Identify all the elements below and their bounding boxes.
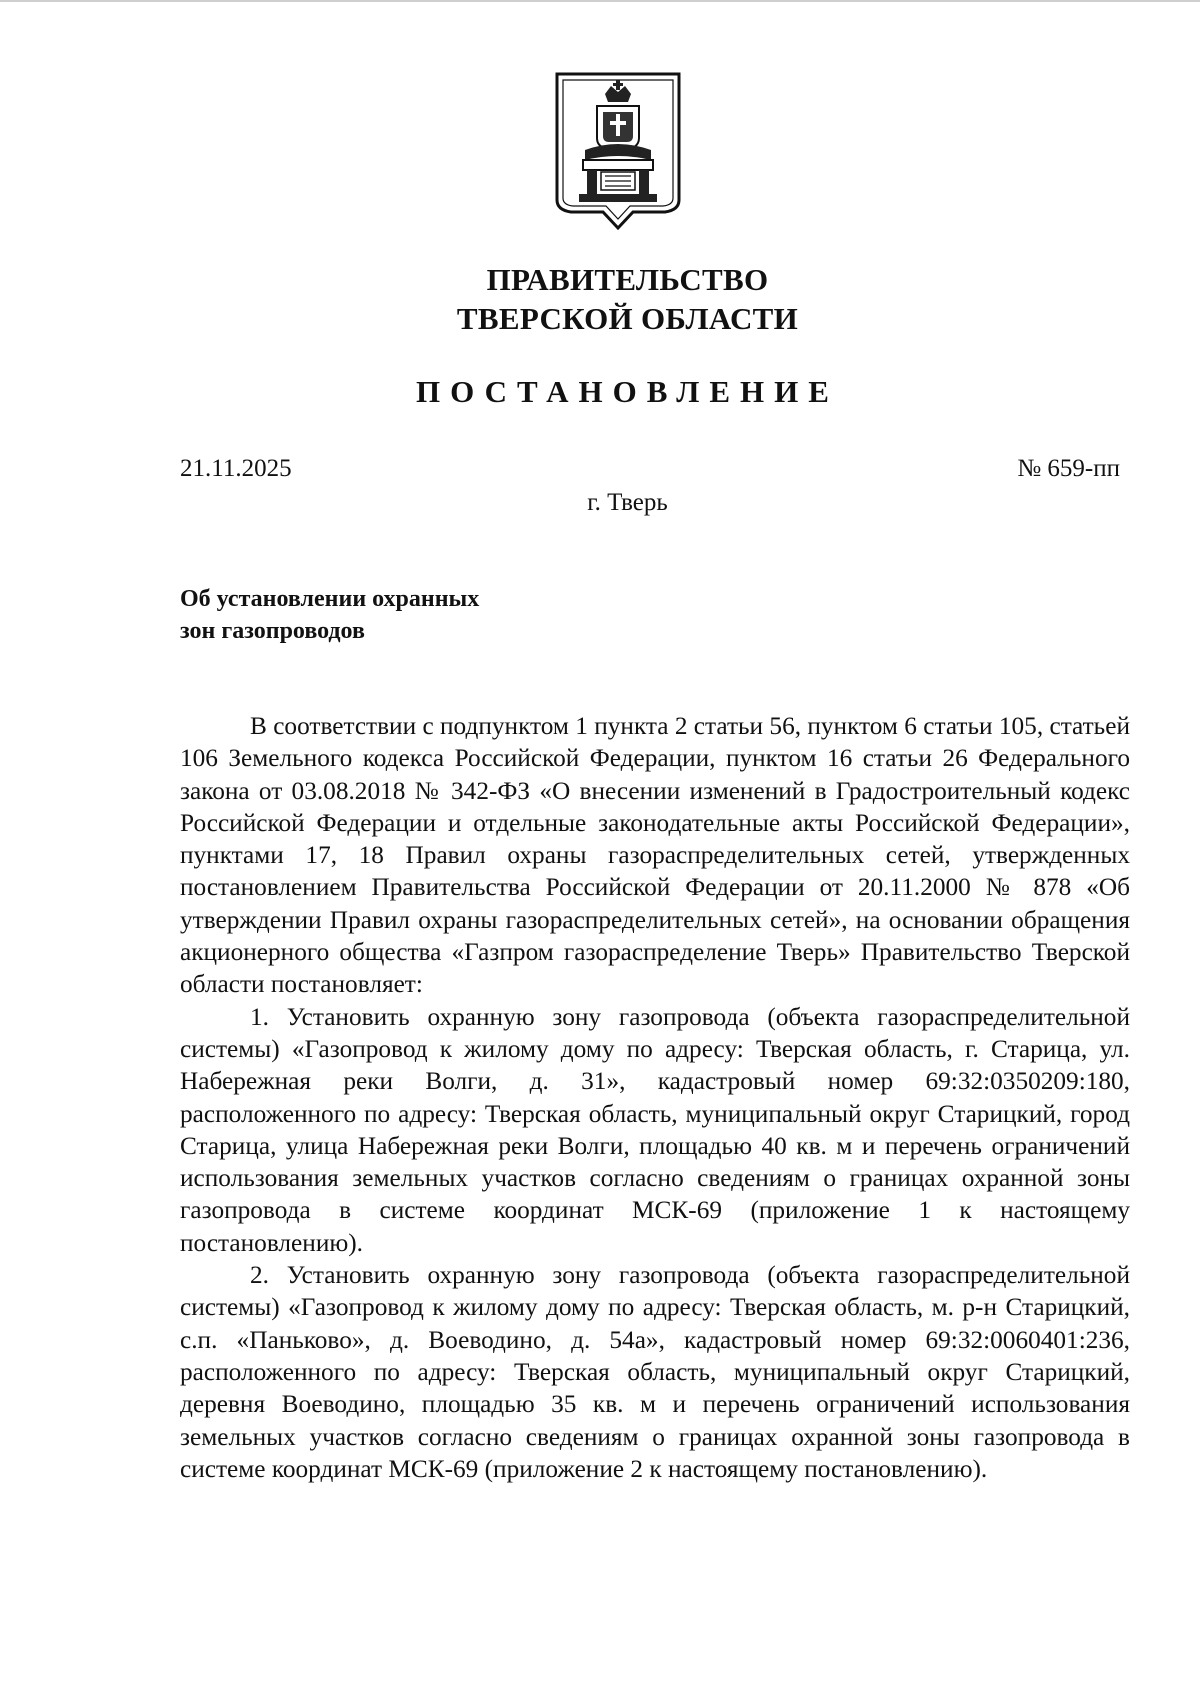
document-date: 21.11.2025 [180,455,292,482]
coat-of-arms-icon [555,72,681,230]
body-paragraph-item-1: 1. Установить охранную зону газопровода (объекта газораспределительной системы) «Газопровод к жилому дому по адресу: Тверская область, г. Старица, ул. Набережная реки Волги, д. 31», кадастровый номер 69:32:0350209:180, расположенного по адресу: Тверская область, муниципальный округ Старицкий, город Старица, улица Набережная реки Волги, площадью 40 кв. м и перечень ограничений использования земельных участков согласно сведениям о границах охранной зоны газопровода в системе координат МСК-69 (приложение 1 к настоящему постановлению). [180,1002,1130,1257]
body-paragraph-preamble: В соответствии с подпунктом 1 пункта 2 статьи 56, пунктом 6 статьи 105, статьей 106 Земельного кодекса Российской Федерации, пунктом 16 статьи 26 Федерального закона от 03.08.2018 № 342-ФЗ «О внесении изменений в Градостроительный кодекс Российской Федерации и отдельные законодательные акты Российской Федерации», пунктами 17, 18 Правил охраны газораспределительных сетей, утвержденных постановлением Правительства Российской Федерации от 20.11.2000 № 878 «Об утверждении Правил охраны газораспределительных сетей», на основании обращения акционерного общества «Газпром газораспределение Тверь» Правительство Тверской области постановляет: [180,712,1130,999]
document-subject [180,583,479,647]
subject-line-1: Об установлении охранных [180,586,480,612]
organization-name-line-2: ТВЕРСКОЙ ОБЛАСТИ [456,301,799,336]
top-edge-line [0,0,1200,2]
subject-line-2: зон газопроводов [180,618,365,644]
document-number: № 659-пп [1017,455,1120,482]
organization-name-line-1: ПРАВИТЕЛЬСТВО [486,262,769,297]
document-type-title: ПОСТАНОВЛЕНИЕ [416,374,839,409]
body-paragraph-item-2: 2. Установить охранную зону газопровода (объекта газораспределительной системы) «Газопровод к жилому дому по адресу: Тверская область, м. р-н Старицкий, с.п. «Паньково», д. Воеводино, д. 54а», кадастровый номер 69:32:0060401:236, расположенного по адресу: Тверская область, муниципальный округ Старицкий, деревня Воеводино, площадью 35 кв. м и перечень ограничений использования земельных участков согласно сведениям о границах охранной зоны газопровода в системе координат МСК-69 (приложение 2 к настоящему постановлению). [180,1261,1130,1483]
document-city: г. Тверь [587,489,668,516]
document-body [180,710,1130,1485]
